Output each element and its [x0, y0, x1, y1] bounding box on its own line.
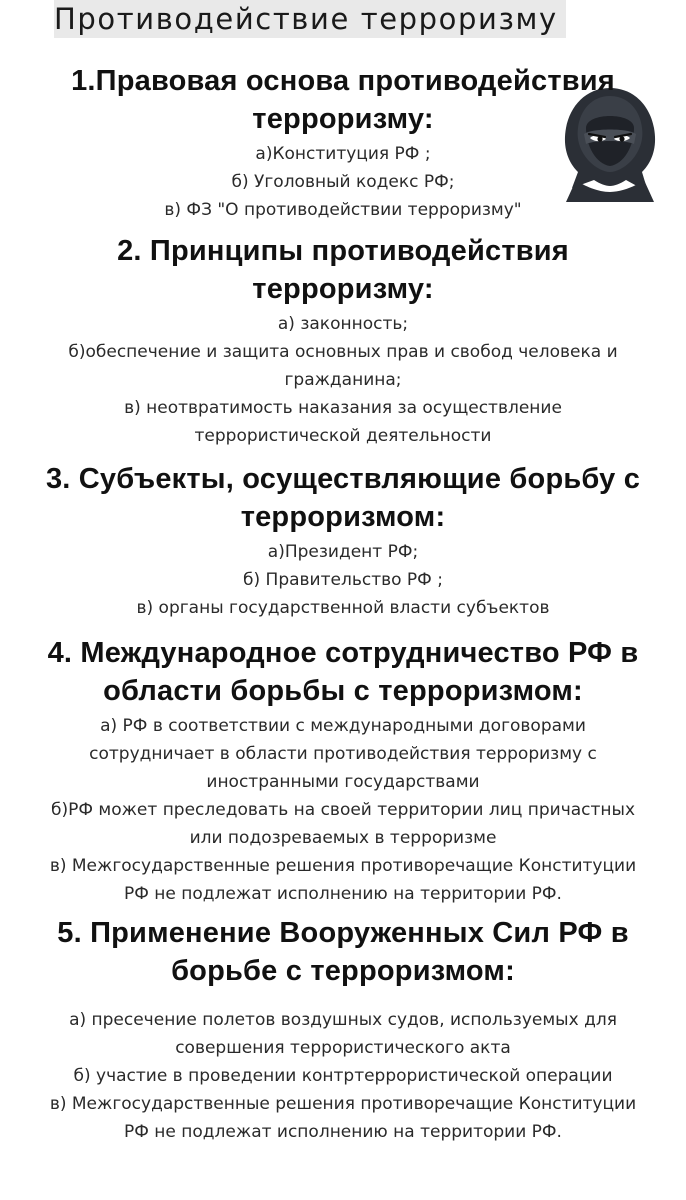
list-item: б)РФ может преследовать на своей территории лиц причастных [50, 800, 636, 820]
list-item: а) законность; [277, 314, 409, 334]
section-list [0, 712, 686, 908]
section-heading-line: терроризмом: [240, 501, 446, 533]
list-item: террористической деятельности [194, 426, 492, 446]
section-armed-forces [0, 914, 686, 1146]
list-item: в) Межгосударственные решения противоречащие Конституции [49, 1094, 637, 1114]
list-item: в) неотвратимость наказания за осуществление [124, 398, 562, 418]
list-item: а)Президент РФ; [267, 542, 419, 562]
list-item: в) Межгосударственные решения противоречащие Конституции [49, 856, 637, 876]
list-item: б) участие в проведении контртеррористической операции [73, 1066, 613, 1086]
list-item: РФ не подлежат исполнению на территории РФ. [124, 884, 562, 904]
section-heading-line: области борьбы с терроризмом: [103, 675, 583, 707]
list-item: гражданина; [284, 370, 402, 390]
section-heading-line: борьбе с терроризмом: [171, 955, 515, 987]
list-item: РФ не подлежат исполнению на территории РФ. [124, 1122, 562, 1142]
section-heading-line: 3. Субъекты, осуществляющие борьбу с [45, 463, 641, 495]
list-item: б)обеспечение и защита основных прав и свобод человека и [68, 342, 618, 362]
section-heading-line: терроризму: [252, 103, 434, 135]
list-item: б) Уголовный кодекс РФ; [231, 172, 455, 192]
section-list [0, 140, 686, 224]
section-heading-line: 5. Применение Вооруженных Сил РФ в [57, 917, 629, 949]
section-list [0, 310, 686, 450]
section-heading-line: 1.Правовая основа противодействия [71, 65, 615, 97]
list-item: иностранными государствами [206, 772, 480, 792]
list-item: б) Правительство РФ ; [243, 570, 443, 590]
list-item: совершения террористического акта [175, 1038, 511, 1058]
section-list [0, 538, 686, 622]
page-title-banner [54, 0, 566, 38]
section-list [0, 1006, 686, 1146]
section-heading [0, 62, 686, 138]
section-heading [0, 232, 686, 308]
list-item: сотрудничает в области противодействия терроризму с [89, 744, 597, 764]
list-item: а) РФ в соответствии с международными договорами [100, 716, 586, 736]
section-heading-line: 4. Международное сотрудничество РФ в [47, 637, 639, 669]
list-item: в) ФЗ "О противодействии терроризму" [164, 200, 522, 220]
list-item: а)Конституция РФ ; [255, 144, 431, 164]
section-heading-line: терроризму: [252, 273, 434, 305]
list-item: а) пресечение полетов воздушных судов, используемых для [69, 1010, 617, 1030]
list-item: в) органы государственной власти субъектов [136, 598, 550, 618]
section-principles [0, 232, 686, 450]
list-item: или подозреваемых в терроризме [189, 828, 497, 848]
section-heading [0, 634, 686, 710]
section-legal-basis [0, 62, 686, 224]
section-heading-line: 2. Принципы противодействия [117, 235, 569, 267]
section-subjects [0, 460, 686, 622]
section-heading [0, 460, 686, 536]
section-heading [0, 914, 686, 990]
section-international-cooperation [0, 634, 686, 908]
page-title: Противодействие терроризму [54, 2, 558, 36]
